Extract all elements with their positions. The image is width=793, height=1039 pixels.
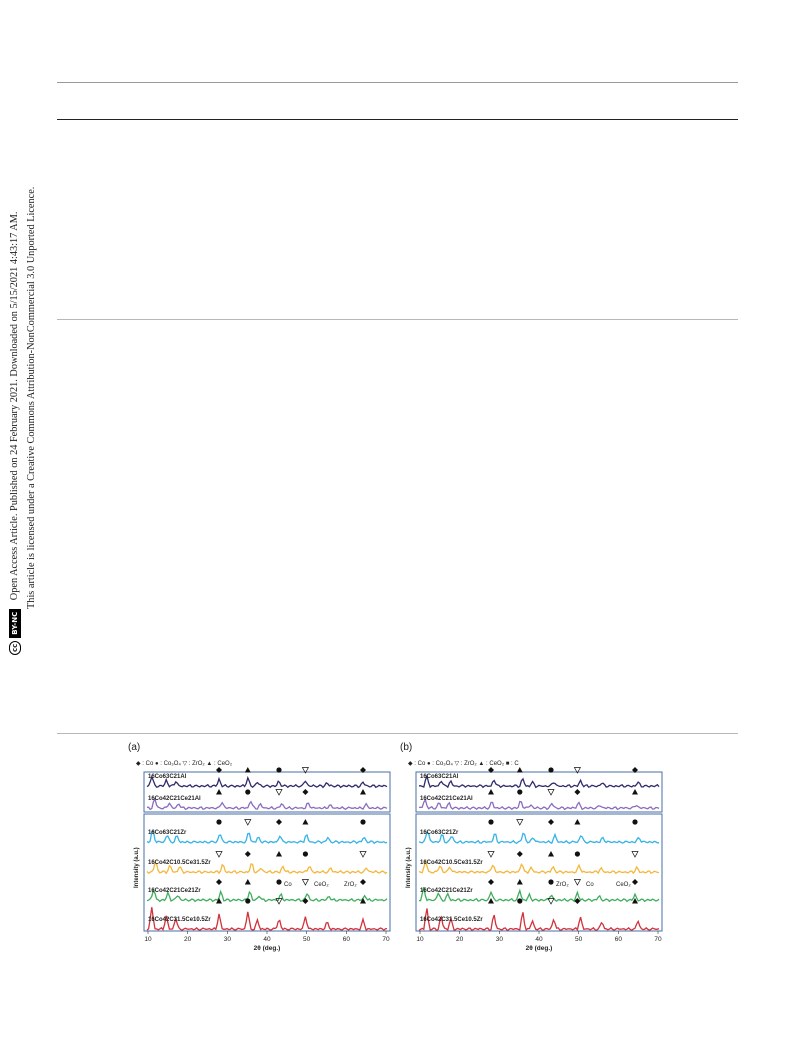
- trace-label: 16Co63C21Al: [148, 774, 187, 780]
- ceo2-marker: [574, 819, 580, 825]
- co-marker: [276, 819, 282, 825]
- ceo2-marker: [632, 789, 638, 795]
- peak-annotation: Co: [586, 882, 594, 888]
- co-marker: [517, 851, 523, 857]
- co3o4-marker: [575, 851, 580, 856]
- cc-license-badge[interactable]: [9, 609, 21, 655]
- x-tick-label: 40: [263, 936, 271, 943]
- by-nc-badge: BY-NC: [9, 609, 21, 638]
- ceo2-marker: [360, 789, 366, 795]
- table-rule-bottom: [57, 319, 738, 320]
- ceo2-marker: [517, 767, 523, 773]
- publication-notice: Open Access Article. Published on 24 February 2021. Downloaded on 5/15/2021 4:43:17 AM.: [9, 211, 20, 601]
- trace-label: 16Co63C21Zr: [148, 830, 187, 836]
- trace-label: 16Co42C21Ce21Al: [148, 796, 201, 802]
- xrd-figure: [128, 738, 668, 960]
- co-marker: [245, 851, 251, 857]
- co3o4-marker: [216, 819, 221, 824]
- trace-label: 16Co42C10.5Ce31.5Zr: [420, 860, 483, 866]
- zro2-marker: [302, 880, 308, 886]
- zro2-marker: [517, 820, 523, 826]
- x-tick-label: 70: [654, 936, 662, 943]
- co3o4-marker: [632, 819, 637, 824]
- trace-label: 16Co42C21Ce21Zr: [420, 888, 473, 894]
- panel-legend: ◆ : Co ● : Co₃O₄ ▽ : ZrO₂ ▲ : CeO₂ ■ : C: [408, 761, 519, 767]
- x-axis-label: 2θ (deg.): [253, 945, 281, 952]
- x-tick-label: 40: [535, 936, 543, 943]
- trace-label: 16Co42C21Ce21Zr: [148, 888, 201, 894]
- panel-a: [128, 742, 390, 952]
- peak-annotation: Co: [284, 882, 292, 888]
- xrd-figure-svg: [128, 738, 668, 960]
- x-tick-label: 20: [456, 936, 464, 943]
- trace-label: 16Co42C31.5Ce10.5Zr: [148, 917, 211, 923]
- co3o4-marker: [548, 767, 553, 772]
- x-tick-label: 20: [184, 936, 192, 943]
- y-axis-label: Intensity (a.u.): [134, 847, 140, 888]
- ceo2-marker: [245, 767, 251, 773]
- zro2-marker: [216, 852, 222, 858]
- table-rule-top: [57, 119, 738, 120]
- peak-annotation: ZrO₂: [556, 882, 569, 888]
- co-marker: [632, 879, 638, 885]
- ceo2-marker: [276, 851, 282, 857]
- x-tick-label: 30: [223, 936, 231, 943]
- zro2-marker: [245, 820, 251, 826]
- zro2-marker: [360, 852, 366, 858]
- co3o4-marker: [517, 898, 522, 903]
- trace-label: 16Co42C31.5Ce10.5Zr: [420, 917, 483, 923]
- co3o4-marker: [276, 879, 281, 884]
- co3o4-marker: [548, 879, 553, 884]
- zro2-marker: [488, 852, 494, 858]
- zro2-marker: [574, 880, 580, 886]
- header-rule-top: [57, 82, 738, 83]
- x-axis-label: 2θ (deg.): [525, 945, 553, 952]
- x-tick-label: 50: [303, 936, 311, 943]
- co-marker: [574, 789, 580, 795]
- zro2-marker: [632, 852, 638, 858]
- figure-rule-top: [57, 733, 738, 734]
- ceo2-marker: [216, 898, 222, 904]
- co-marker: [548, 819, 554, 825]
- co-marker: [360, 879, 366, 885]
- trace-label: 16Co42C21Ce21Al: [420, 796, 473, 802]
- trace-label: 16Co42C10.5Ce31.5Zr: [148, 860, 211, 866]
- co-marker: [488, 879, 494, 885]
- co3o4-marker: [303, 851, 308, 856]
- co-marker: [216, 879, 222, 885]
- ceo2-marker: [302, 819, 308, 825]
- co3o4-marker: [517, 789, 522, 794]
- x-tick-label: 70: [382, 936, 390, 943]
- x-tick-label: 50: [575, 936, 583, 943]
- cc-logo-icon: cc: [9, 641, 21, 655]
- ceo2-marker: [488, 789, 494, 795]
- peak-annotation: CeO₂: [314, 882, 329, 888]
- ceo2-marker: [216, 789, 222, 795]
- co3o4-marker: [276, 767, 281, 772]
- license-sidebar: [6, 0, 42, 655]
- panel-label: (b): [400, 742, 413, 753]
- ceo2-marker: [517, 879, 523, 885]
- peak-annotation: ZrO₂: [344, 882, 357, 888]
- zro2-marker: [548, 790, 554, 796]
- trace-label: 16Co63C21Al: [420, 774, 459, 780]
- license-notice: This article is licensed under a Creative Commons Attribution-NonCommercial 3.0 Unported Licence.: [26, 186, 37, 609]
- peak-annotation: CeO₂: [616, 882, 631, 888]
- panel-legend: ◆ : Co ● : Co₃O₄ ▽ : ZrO₂ ▲ : CeO₂: [136, 761, 233, 767]
- x-tick-label: 60: [614, 936, 622, 943]
- co3o4-marker: [245, 789, 250, 794]
- co3o4-marker: [488, 819, 493, 824]
- trace-label: 16Co63C21Zr: [420, 830, 459, 836]
- x-tick-label: 60: [342, 936, 350, 943]
- ceo2-marker: [245, 879, 251, 885]
- y-axis-label: Intensity (a.u.): [406, 847, 412, 888]
- ceo2-marker: [548, 851, 554, 857]
- x-tick-label: 10: [144, 936, 152, 943]
- zro2-marker: [276, 790, 282, 796]
- co-marker: [302, 898, 308, 904]
- panel-b: [400, 742, 662, 952]
- co-marker: [302, 789, 308, 795]
- panel-label: (a): [128, 742, 141, 753]
- x-tick-label: 10: [416, 936, 424, 943]
- x-tick-label: 30: [495, 936, 503, 943]
- co3o4-marker: [245, 898, 250, 903]
- co3o4-marker: [360, 819, 365, 824]
